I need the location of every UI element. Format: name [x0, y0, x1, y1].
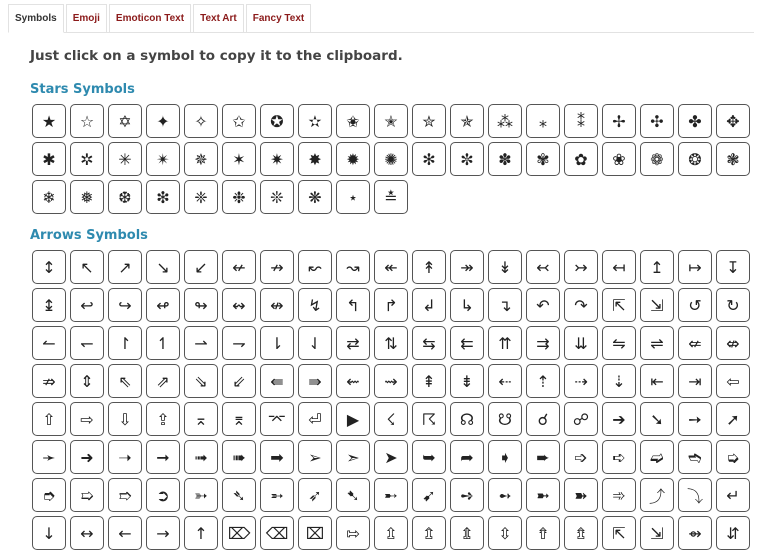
arrow-symbol-button[interactable]: ⇅	[374, 326, 408, 360]
arrow-symbol-button[interactable]: ⇁	[222, 326, 256, 360]
arrow-symbol-button[interactable]: ⇉	[526, 326, 560, 360]
star-symbol-button[interactable]: ❄	[32, 180, 66, 214]
arrow-symbol-button[interactable]: ⇠	[488, 364, 522, 398]
star-symbol-button[interactable]: ✣	[640, 104, 674, 138]
star-symbol-button[interactable]: ✾	[526, 142, 560, 176]
star-symbol-button[interactable]: ✿	[564, 142, 598, 176]
star-symbol-button[interactable]: ❁	[640, 142, 674, 176]
arrow-symbol-button[interactable]: ➟	[184, 440, 218, 474]
arrow-symbol-button[interactable]: ↳	[450, 288, 484, 322]
arrow-symbol-button[interactable]: ⇍	[678, 326, 712, 360]
arrow-symbol-button[interactable]: ➭	[716, 440, 750, 474]
arrow-symbol-button[interactable]: ⌅	[184, 402, 218, 436]
instructions-text: Just click on a symbol to copy it to the clipboard.	[30, 48, 403, 64]
arrow-symbol-button[interactable]: ➹	[412, 478, 446, 512]
arrow-symbol-button[interactable]: ↞	[374, 250, 408, 284]
arrow-symbol-button[interactable]: ⇗	[146, 364, 180, 398]
star-symbol-button[interactable]: ✹	[336, 142, 370, 176]
arrow-symbol-button[interactable]: ↨	[32, 288, 66, 322]
arrow-symbol-button[interactable]: ↪	[108, 288, 142, 322]
arrow-symbol-button[interactable]: ↖	[70, 250, 104, 284]
arrow-symbol-button[interactable]: ➱	[108, 478, 142, 512]
star-symbol-button[interactable]: ✬	[336, 104, 370, 138]
arrow-symbol-button[interactable]: ⇝	[374, 364, 408, 398]
arrow-symbol-button[interactable]: ↫	[146, 288, 180, 322]
arrows-symbol-grid	[32, 250, 750, 550]
arrow-symbol-button[interactable]: ⤵	[678, 478, 712, 512]
arrow-symbol-button[interactable]: ↷	[564, 288, 598, 322]
star-symbol-button[interactable]: ⋆	[336, 180, 370, 214]
arrow-symbol-button[interactable]: ➧	[488, 440, 522, 474]
arrow-symbol-button[interactable]: ↙	[184, 250, 218, 284]
arrow-symbol-button[interactable]: ↰	[336, 288, 370, 322]
arrow-symbol-button[interactable]: ⇋	[602, 326, 636, 360]
arrow-symbol-button[interactable]: ↥	[640, 250, 674, 284]
arrow-symbol-button[interactable]: ➝	[108, 440, 142, 474]
arrow-symbol-button[interactable]: ↬	[184, 288, 218, 322]
arrow-symbol-button[interactable]: ⇳	[488, 516, 522, 550]
star-symbol-button[interactable]: ✻	[412, 142, 446, 176]
arrow-symbol-button[interactable]: ↗	[108, 250, 142, 284]
arrow-symbol-button[interactable]: ↭	[222, 288, 256, 322]
arrow-symbol-button[interactable]: ↠	[450, 250, 484, 284]
star-symbol-button[interactable]: ✦	[146, 104, 180, 138]
arrow-symbol-button[interactable]: ↕	[32, 250, 66, 284]
star-symbol-button[interactable]: ❅	[70, 180, 104, 214]
arrow-symbol-button[interactable]: ☋	[488, 402, 522, 436]
arrow-symbol-button[interactable]: ➛	[32, 440, 66, 474]
arrow-symbol-button[interactable]: ⇇	[450, 326, 484, 360]
stars-section-title: Stars Symbols	[30, 82, 135, 97]
arrow-symbol-button[interactable]: ⇛	[298, 364, 332, 398]
arrow-symbol-button[interactable]: ➯	[70, 478, 104, 512]
arrow-symbol-button[interactable]: ⇡	[526, 364, 560, 398]
star-symbol-button[interactable]: ✮	[412, 104, 446, 138]
arrow-symbol-button[interactable]: ↿	[146, 326, 180, 360]
arrow-symbol-button[interactable]: ➪	[602, 440, 636, 474]
arrow-symbol-button[interactable]: →	[146, 516, 180, 550]
arrow-symbol-button[interactable]: ↻	[716, 288, 750, 322]
arrow-symbol-button[interactable]: ↽	[70, 326, 104, 360]
star-symbol-button[interactable]: ⁎	[526, 104, 560, 138]
arrow-symbol-button[interactable]: ➤	[374, 440, 408, 474]
arrow-symbol-button[interactable]: ↺	[678, 288, 712, 322]
tab-symbols[interactable]: Symbols	[8, 4, 64, 33]
arrow-symbol-button[interactable]: ➲	[146, 478, 180, 512]
arrow-symbol-button[interactable]: ⇰	[336, 516, 370, 550]
star-symbol-button[interactable]: ❉	[222, 180, 256, 214]
arrow-symbol-button[interactable]: ↔	[70, 516, 104, 550]
arrow-symbol-button[interactable]: ➵	[260, 478, 294, 512]
arrow-symbol-button[interactable]: ↚	[222, 250, 256, 284]
star-symbol-button[interactable]: ❈	[184, 180, 218, 214]
star-symbol-button[interactable]: ✩	[222, 104, 256, 138]
arrow-symbol-button[interactable]: ⇀	[184, 326, 218, 360]
star-symbol-button[interactable]: ✥	[716, 104, 750, 138]
arrow-symbol-button[interactable]: ➠	[222, 440, 256, 474]
arrow-symbol-button[interactable]: ⌤	[260, 402, 294, 436]
star-symbol-button[interactable]: ✸	[298, 142, 332, 176]
tab-fancy-text[interactable]: Fancy Text	[246, 4, 312, 32]
arrow-symbol-button[interactable]: ➸	[374, 478, 408, 512]
arrow-symbol-button[interactable]: ⇲	[640, 288, 674, 322]
tab-emoticon-text[interactable]: Emoticon Text	[109, 4, 191, 32]
arrow-symbol-button[interactable]: ➬	[678, 440, 712, 474]
arrow-symbol-button[interactable]: ⇕	[70, 364, 104, 398]
star-symbol-button[interactable]: ❆	[108, 180, 142, 214]
star-symbol-button[interactable]: ✤	[678, 104, 712, 138]
tab-text-art[interactable]: Text Art	[193, 4, 244, 32]
arrow-symbol-button[interactable]: ↦	[678, 250, 712, 284]
arrow-symbol-button[interactable]: ➺	[450, 478, 484, 512]
star-symbol-button[interactable]: ✧	[184, 104, 218, 138]
arrow-symbol-button[interactable]: ➼	[526, 478, 560, 512]
star-symbol-button[interactable]: ✫	[298, 104, 332, 138]
arrow-symbol-button[interactable]: ⇱	[602, 516, 636, 550]
star-symbol-button[interactable]: ✵	[184, 142, 218, 176]
arrow-symbol-button[interactable]: ⇨	[70, 402, 104, 436]
arrow-symbol-button[interactable]: ➷	[336, 478, 370, 512]
arrow-symbol-button[interactable]: ➨	[526, 440, 560, 474]
arrow-symbol-button[interactable]: ➶	[298, 478, 332, 512]
arrow-symbol-button[interactable]: ⇦	[716, 364, 750, 398]
arrow-symbol-button[interactable]: ➔	[602, 402, 636, 436]
arrow-symbol-button[interactable]: ⇈	[488, 326, 522, 360]
arrow-symbol-button[interactable]: ⇊	[564, 326, 598, 360]
arrow-symbol-button[interactable]: ↝	[336, 250, 370, 284]
star-symbol-button[interactable]: ★	[32, 104, 66, 138]
tab-bar	[8, 4, 754, 33]
star-symbol-button[interactable]: ✯	[450, 104, 484, 138]
arrow-symbol-button[interactable]: ⇢	[564, 364, 598, 398]
star-symbol-button[interactable]: ❇	[146, 180, 180, 214]
arrow-symbol-button[interactable]: ➮	[32, 478, 66, 512]
stars-symbol-grid	[32, 104, 750, 214]
arrow-symbol-button[interactable]: ➾	[602, 478, 636, 512]
arrow-symbol-button[interactable]: ⇭	[450, 516, 484, 550]
arrow-symbol-button[interactable]: ⇲	[640, 516, 674, 550]
arrow-symbol-button[interactable]: ⇩	[108, 402, 142, 436]
arrow-symbol-button[interactable]: ↓	[32, 516, 66, 550]
star-symbol-button[interactable]: ≛	[374, 180, 408, 214]
arrow-symbol-button[interactable]: ↯	[298, 288, 332, 322]
arrow-symbol-button[interactable]: ⇣	[602, 364, 636, 398]
arrow-symbol-button[interactable]: ➚	[716, 402, 750, 436]
star-symbol-button[interactable]: ✪	[260, 104, 294, 138]
arrow-symbol-button[interactable]: ➦	[450, 440, 484, 474]
arrow-symbol-button[interactable]: ➩	[564, 440, 598, 474]
arrow-symbol-button[interactable]: ⇌	[640, 326, 674, 360]
star-symbol-button[interactable]: ✲	[70, 142, 104, 176]
arrow-symbol-button[interactable]: ⇪	[146, 402, 180, 436]
arrow-symbol-button[interactable]: ☇	[374, 402, 408, 436]
arrow-symbol-button[interactable]: ↤	[602, 250, 636, 284]
arrow-symbol-button[interactable]: ⇜	[336, 364, 370, 398]
star-symbol-button[interactable]: ⁂	[488, 104, 522, 138]
arrow-symbol-button[interactable]: ➥	[412, 440, 446, 474]
star-symbol-button[interactable]: ✺	[374, 142, 408, 176]
star-symbol-button[interactable]: ✡	[108, 104, 142, 138]
arrow-symbol-button[interactable]: ⇎	[716, 326, 750, 360]
star-symbol-button[interactable]: ✭	[374, 104, 408, 138]
star-symbol-button[interactable]: ✼	[450, 142, 484, 176]
star-symbol-button[interactable]: ✷	[260, 142, 294, 176]
arrow-symbol-button[interactable]: ➴	[222, 478, 256, 512]
star-symbol-button[interactable]: ⁑	[564, 104, 598, 138]
star-symbol-button[interactable]: ☆	[70, 104, 104, 138]
arrow-symbol-button[interactable]: ⇘	[184, 364, 218, 398]
arrow-symbol-button[interactable]: ⇚	[260, 364, 294, 398]
arrow-symbol-button[interactable]: ↑	[184, 516, 218, 550]
arrow-symbol-button[interactable]: ⇟	[450, 364, 484, 398]
arrow-symbol-button[interactable]: ↴	[488, 288, 522, 322]
star-symbol-button[interactable]: ✱	[32, 142, 66, 176]
arrow-symbol-button[interactable]: ⌦	[222, 516, 256, 550]
arrow-symbol-button[interactable]: ↜	[298, 250, 332, 284]
arrow-symbol-button[interactable]: ↘	[146, 250, 180, 284]
arrow-symbol-button[interactable]: ↛	[260, 250, 294, 284]
arrow-symbol-button[interactable]: ⇴	[678, 516, 712, 550]
arrow-symbol-button[interactable]: ⌫	[260, 516, 294, 550]
arrow-symbol-button[interactable]: ⇖	[108, 364, 142, 398]
star-symbol-button[interactable]: ✳	[108, 142, 142, 176]
arrows-section-title: Arrows Symbols	[30, 228, 148, 243]
arrow-symbol-button[interactable]: ➻	[488, 478, 522, 512]
arrow-symbol-button[interactable]: ⇞	[412, 364, 446, 398]
arrow-symbol-button[interactable]: ↲	[412, 288, 446, 322]
arrow-symbol-button[interactable]: ⇧	[32, 402, 66, 436]
arrow-symbol-button[interactable]: ➣	[336, 440, 370, 474]
arrow-symbol-button[interactable]: ➽	[564, 478, 598, 512]
arrow-symbol-button[interactable]: ☈	[412, 402, 446, 436]
arrow-symbol-button[interactable]: ⇬	[412, 516, 446, 550]
arrow-symbol-button[interactable]: ↢	[526, 250, 560, 284]
arrow-symbol-button[interactable]: ↵	[716, 478, 750, 512]
arrow-symbol-button[interactable]: ➜	[70, 440, 104, 474]
arrow-symbol-button[interactable]: ←	[108, 516, 142, 550]
arrow-symbol-button[interactable]: ⇂	[260, 326, 294, 360]
arrow-symbol-button[interactable]: ⌧	[298, 516, 332, 550]
arrow-symbol-button[interactable]: ⇄	[336, 326, 370, 360]
arrow-symbol-button[interactable]: ⇤	[640, 364, 674, 398]
star-symbol-button[interactable]: ✢	[602, 104, 636, 138]
arrow-symbol-button[interactable]: ⇱	[602, 288, 636, 322]
arrow-symbol-button[interactable]: ⇫	[374, 516, 408, 550]
arrow-symbol-button[interactable]: ↣	[564, 250, 598, 284]
arrow-symbol-button[interactable]: ➡	[260, 440, 294, 474]
arrow-symbol-button[interactable]: ↩	[70, 288, 104, 322]
arrow-symbol-button[interactable]: ↶	[526, 288, 560, 322]
arrow-symbol-button[interactable]: ⇏	[32, 364, 66, 398]
arrow-symbol-button[interactable]: ↼	[32, 326, 66, 360]
arrow-symbol-button[interactable]: ➞	[146, 440, 180, 474]
star-symbol-button[interactable]: ❂	[678, 142, 712, 176]
arrow-symbol-button[interactable]: ➙	[678, 402, 712, 436]
arrow-symbol-button[interactable]: ➫	[640, 440, 674, 474]
arrow-symbol-button[interactable]: ⇙	[222, 364, 256, 398]
arrow-symbol-button[interactable]: ➳	[184, 478, 218, 512]
tab-emoji[interactable]: Emoji	[66, 4, 107, 32]
arrow-symbol-button[interactable]: ↡	[488, 250, 522, 284]
star-symbol-button[interactable]: ❀	[602, 142, 636, 176]
arrow-symbol-button[interactable]: ☍	[564, 402, 598, 436]
star-symbol-button[interactable]: ❊	[260, 180, 294, 214]
star-symbol-button[interactable]: ❋	[298, 180, 332, 214]
arrow-symbol-button[interactable]: ↟	[412, 250, 446, 284]
arrow-symbol-button[interactable]: ⇃	[298, 326, 332, 360]
star-symbol-button[interactable]: ✶	[222, 142, 256, 176]
arrow-symbol-button[interactable]: ↧	[716, 250, 750, 284]
arrow-symbol-button[interactable]: ↱	[374, 288, 408, 322]
arrow-symbol-button[interactable]: ⤴	[640, 478, 674, 512]
arrow-symbol-button[interactable]: ⇥	[678, 364, 712, 398]
arrow-symbol-button[interactable]: ⇮	[526, 516, 560, 550]
star-symbol-button[interactable]: ✴	[146, 142, 180, 176]
star-symbol-button[interactable]: ❃	[716, 142, 750, 176]
arrow-symbol-button[interactable]: ☌	[526, 402, 560, 436]
star-symbol-button[interactable]: ✽	[488, 142, 522, 176]
arrow-symbol-button[interactable]: ⇯	[564, 516, 598, 550]
arrow-symbol-button[interactable]: ⇆	[412, 326, 446, 360]
arrow-symbol-button[interactable]: ➘	[640, 402, 674, 436]
arrow-symbol-button[interactable]: ↮	[260, 288, 294, 322]
arrow-symbol-button[interactable]: ⇵	[716, 516, 750, 550]
arrow-symbol-button[interactable]: ⌆	[222, 402, 256, 436]
arrow-symbol-button[interactable]: ↾	[108, 326, 142, 360]
arrow-symbol-button[interactable]: ☊	[450, 402, 484, 436]
arrow-symbol-button[interactable]: ⏎	[298, 402, 332, 436]
arrow-symbol-button[interactable]: ▶	[336, 402, 370, 436]
arrow-symbol-button[interactable]: ➢	[298, 440, 332, 474]
